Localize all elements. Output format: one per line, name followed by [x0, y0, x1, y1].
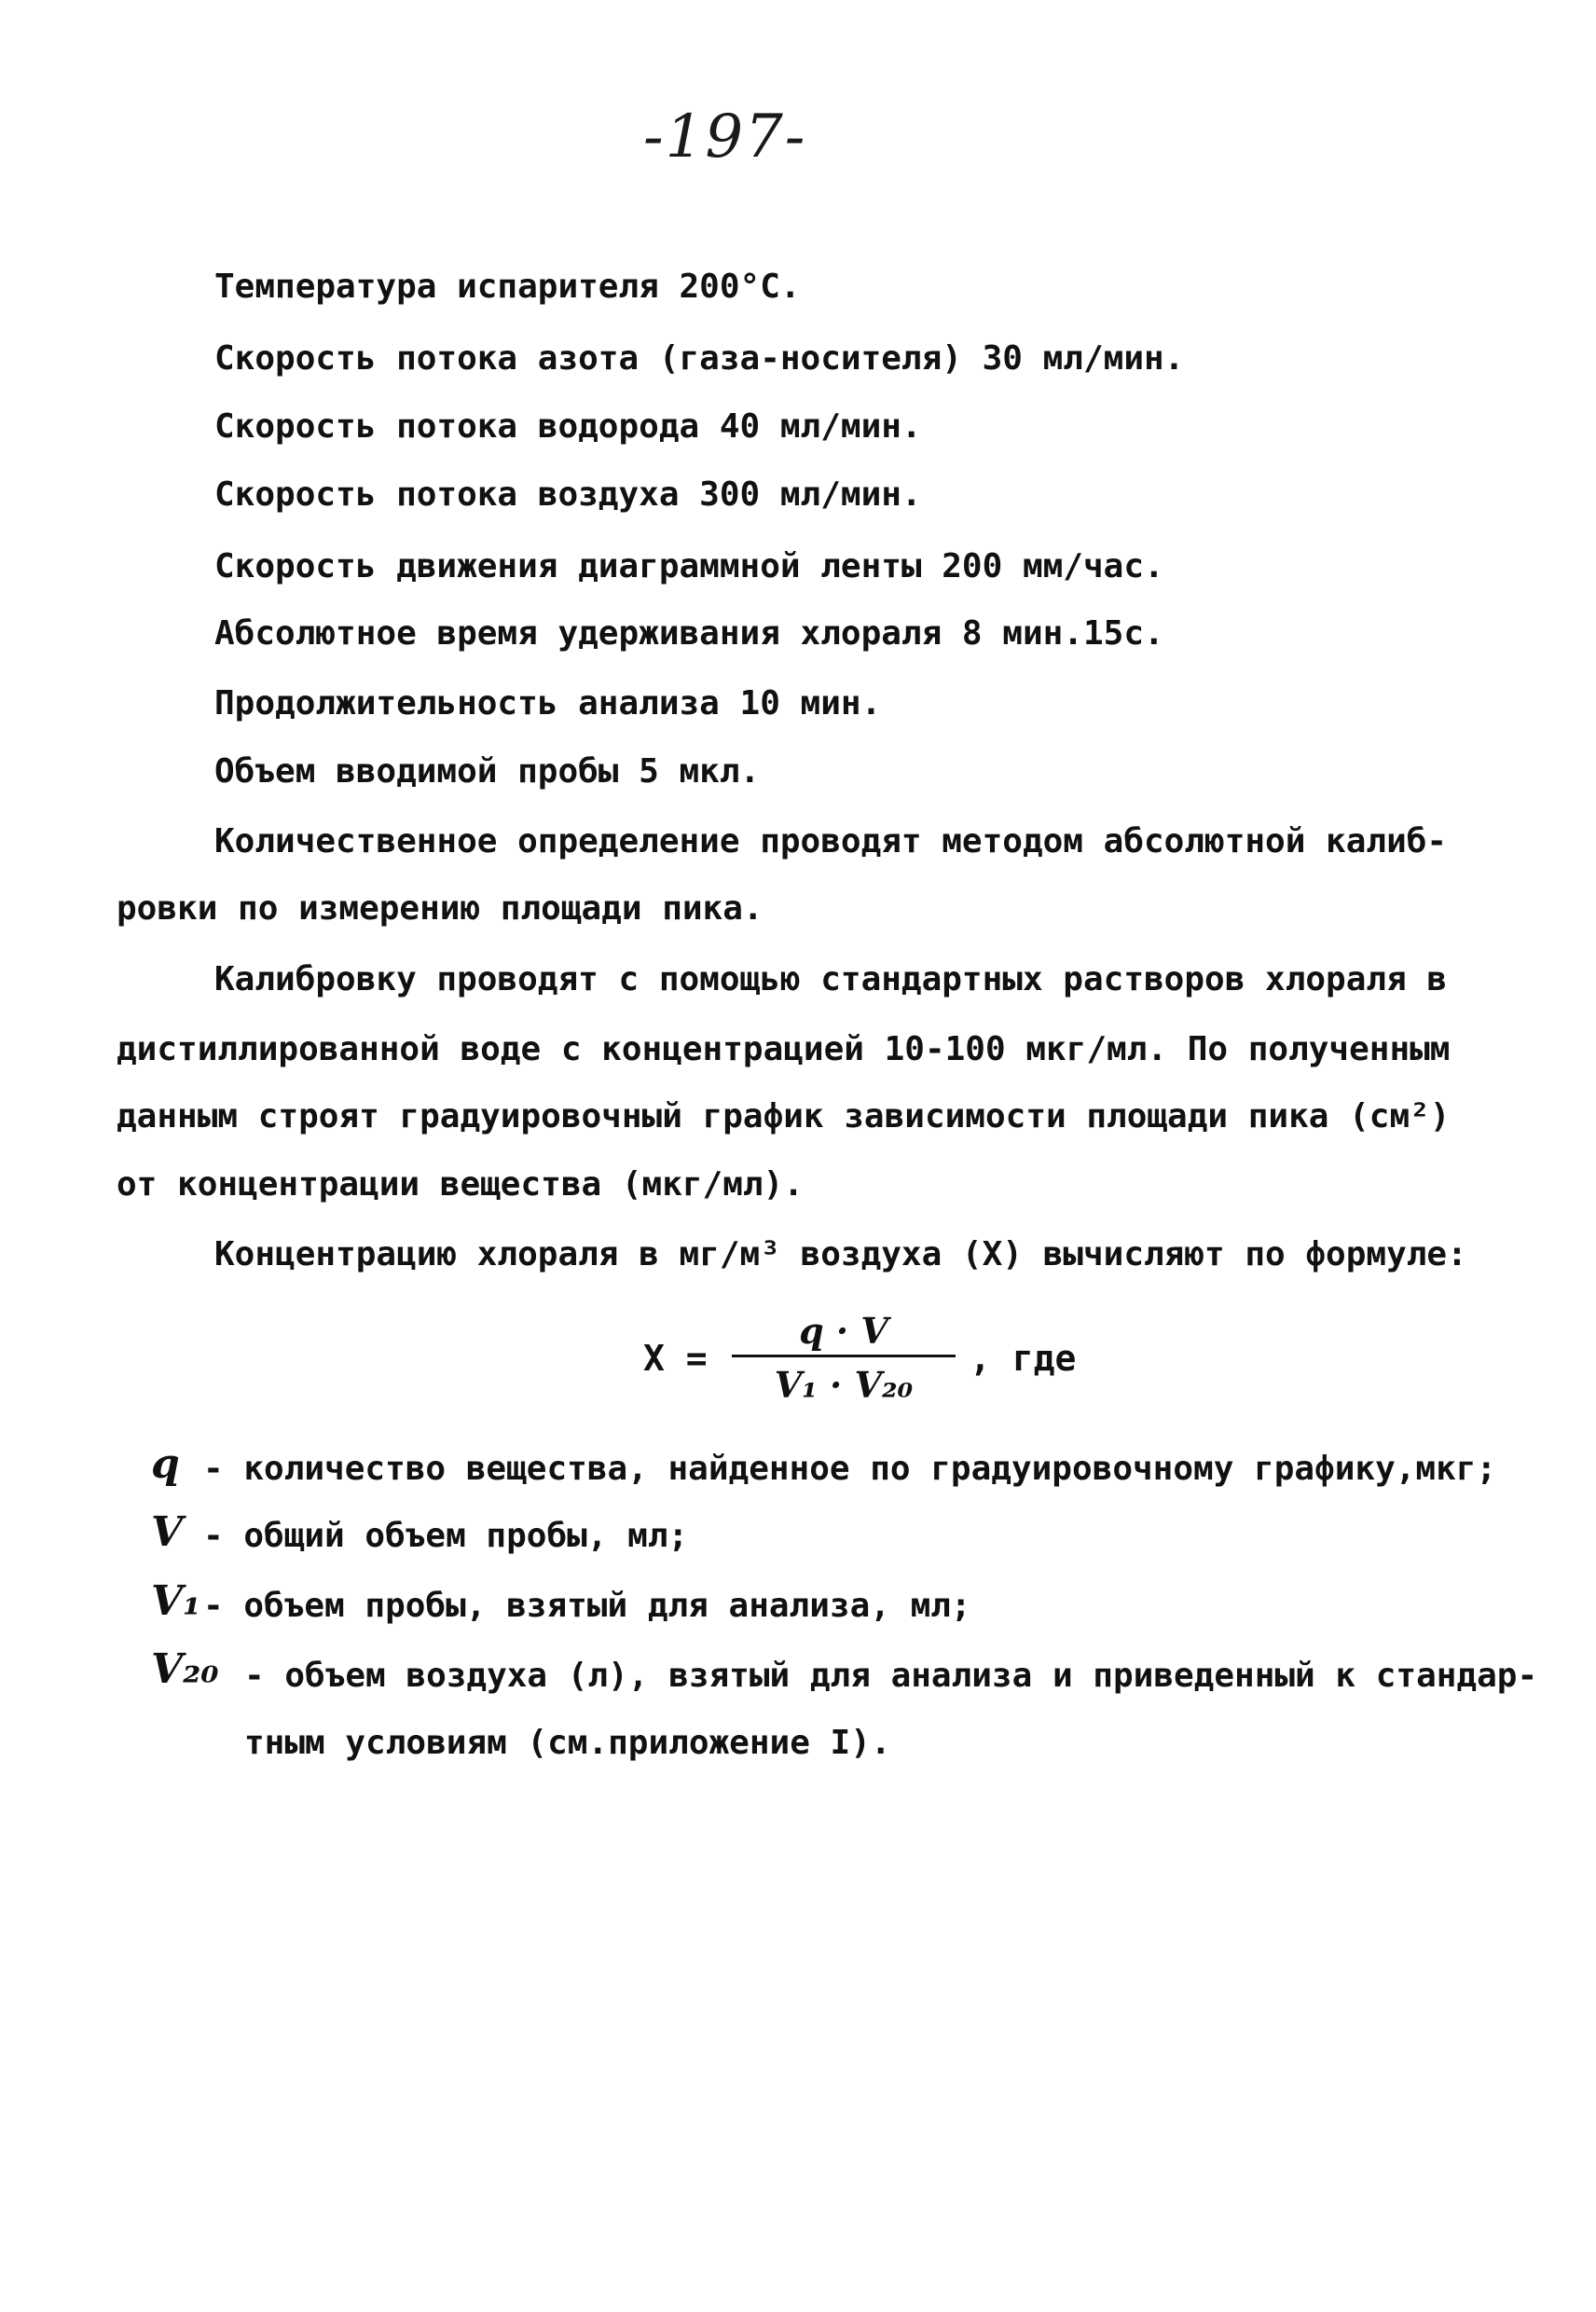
param-line: Скорость потока водорода 40 мл/мин. [214, 407, 922, 446]
formula-numerator: q · V [799, 1310, 888, 1352]
definition-text-continued: тным условиям (см.приложение I). [244, 1724, 891, 1762]
paragraph-line: ровки по измерению площади пика. [117, 889, 764, 928]
param-line: Объем вводимой пробы 5 мкл. [214, 752, 761, 791]
paragraph-line: Концентрацию хлораля в мг/м³ воздуха (X) вычисляют по формуле: [214, 1235, 1467, 1273]
paragraph-line: от концентрации вещества (мкг/мл). [117, 1165, 804, 1204]
param-line: Продолжительность анализа 10 мин. [214, 684, 882, 722]
page-number: -197- [643, 103, 807, 172]
param-line: Абсолютное время удерживания хлораля 8 мин.15с. [214, 614, 1164, 653]
paragraph-line: дистиллированной воде с концентрацией 10-100 мкг/мл. По полученным [117, 1030, 1451, 1068]
paragraph-line: Калибровку проводят с помощью стандартных растворов хлораля в [214, 960, 1448, 998]
param-line: Скорость движения диаграммной ленты 200 мм/час. [214, 547, 1164, 585]
formula-tail: , где [970, 1338, 1077, 1379]
definition-symbol: V₂₀ [151, 1645, 219, 1693]
definition-symbol: V [151, 1508, 184, 1556]
param-line: Скорость потока воздуха 300 мл/мин. [214, 475, 922, 514]
formula [643, 1310, 1128, 1406]
definition-text: - общий объем пробы, мл; [203, 1517, 689, 1555]
param-line: Скорость потока азота (газа-носителя) 30 мл/мин. [214, 339, 1185, 378]
fraction-bar [732, 1355, 956, 1357]
paragraph-line: данным строят градуировочный график зависимости площади пика (см²) [117, 1097, 1451, 1135]
definition-text: - объем пробы, взятый для анализа, мл; [203, 1587, 971, 1625]
param-line: Температура испарителя 200°С. [214, 268, 801, 306]
definition-symbol: V₁ [151, 1577, 201, 1625]
formula-denominator: V₁ · V₂₀ [774, 1364, 914, 1406]
formula-lhs: X = [643, 1338, 708, 1379]
paragraph-line: Количественное определение проводят методом абсолютной калиб- [214, 822, 1448, 860]
definition-symbol: q [151, 1440, 180, 1488]
definition-text: - объем воздуха (л), взятый для анализа и приведенный к стандар- [244, 1657, 1538, 1695]
definition-text: - количество вещества, найденное по градуировочному графику,мкг; [203, 1450, 1497, 1488]
